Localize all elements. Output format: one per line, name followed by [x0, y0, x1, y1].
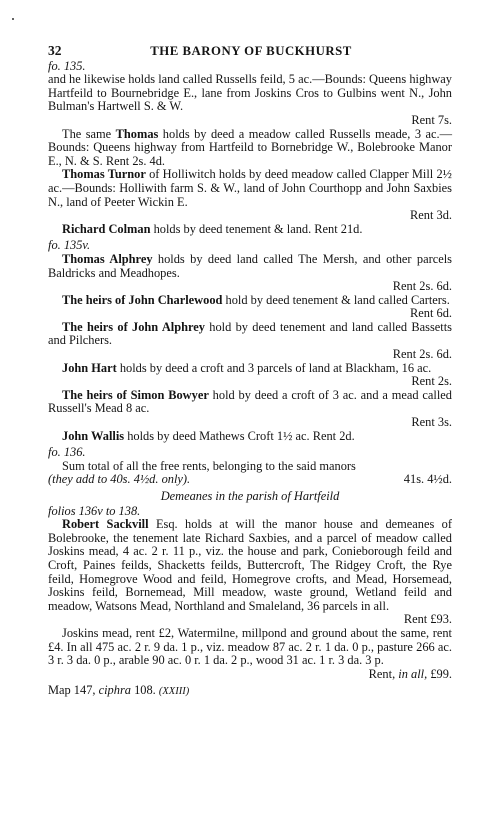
- holder-name: The heirs of John Charlewood: [62, 292, 223, 307]
- holder-name: Richard Colman: [62, 221, 151, 236]
- folio-ref: fo. 136.: [48, 445, 86, 460]
- paragraph: and he likewise holds land called Russells feild, 5 ac.—Bounds: Queens highway Hartfeild to Bournebridge E., lane from Joskins Cros to Gulbins went N., John Bulman's Hartwell S. & W.: [48, 72, 452, 114]
- paragraph: The heirs of John Alphrey hold by deed tenement and land called Bassetts and Pilchers.: [48, 319, 453, 348]
- holder-name: John Wallis: [62, 428, 125, 443]
- rent-line: Rent 2s.: [411, 374, 452, 389]
- paragraph: Richard Colman holds by deed tenement & land. Rent 21d.: [62, 221, 363, 236]
- paragraph: Robert Sackvill Esq. holds at will the manor house and demeanes of Bolebrooke, the tenement late Richard Saxbies, and a parcel of meadow called Joskins mead, 4 ac. 2 r. 11 p., viz. the house and park, Conieborough feild and Croft, Paines feilds, Shacketts feilds, Buttercroft, The Ridgey Croft, the Rye feild, Homegrove Wood and feild, Homegrove crofts, and Mead, Horsemead, Joskins feild, Bornemead, Mill meadow, waste ground, Wetland feild and meadow, Watsons Mead, Northland and Smaleland, 36 parcels in all.: [48, 517, 453, 613]
- holder-name: Thomas: [115, 126, 159, 141]
- holder-name: The heirs of John Alphrey: [62, 319, 205, 334]
- rent-line: Rent £93.: [403, 612, 452, 627]
- page-number: 32: [48, 43, 62, 58]
- rent-line: Rent 3d.: [410, 208, 452, 223]
- paragraph: Thomas Turnor of Holliwitch holds by deed meadow called Clapper Mill 2½ ac.—Bounds: Holliwith farm S. & W., land of John Courthopp and John Saxbies N., land of Peeter Wickin E.: [48, 167, 452, 209]
- paragraph: Thomas Alphrey holds by deed land called The Mersh, and other parcels Baldricks and Meadhopes.: [48, 251, 453, 280]
- total-line: (they add to 40s. 4½d. only). 41s. 4½d.: [48, 472, 452, 487]
- folio-ref: fo. 135v.: [48, 238, 91, 253]
- section-title: Demeanes in the parish of Hartfeild: [160, 489, 340, 503]
- paragraph: Joskins mead, rent £2, Watermilne, millpond and ground about the same, rent £4. In all 475 ac. 2 r. 9 da. 1 p., viz. meadow 87 ac. 2 r. 1 da. 0 p., pasture 266 ac. 3 r. 3 da. 0 p., arable 90 ac. 0 r. 1 da. 2 p., wood 31 ac. 1 r. 3 da. 3 p.: [48, 625, 452, 668]
- map-reference: Map 147, ciphra 108. (XXIII): [48, 683, 190, 698]
- folio-ref: fo. 135.: [48, 58, 86, 73]
- rent-line: Rent 7s.: [411, 112, 452, 127]
- rent-line: Rent, in all, £99.: [368, 666, 452, 681]
- rent-line: Rent 3s.: [411, 415, 452, 430]
- folio-ref: folios 136v to 138.: [48, 503, 141, 518]
- paragraph: The same Thomas holds by deed a meadow called Russells meade, 3 ac.—Bounds: Queens highway from Hartfeild to Bornebridge W., Bolebrooke Manor E., N. & S. Rent 2s. 4d.: [48, 126, 452, 168]
- paragraph: The heirs of John Charlewood hold by deed tenement & land called Carters.: [62, 292, 450, 307]
- paragraph: Sum total of all the free rents, belonging to the said manors: [62, 458, 356, 473]
- paragraph: John Hart holds by deed a croft and 3 parcels of land at Blackham, 16 ac.: [62, 360, 432, 375]
- holder-name: Robert Sackvill: [62, 517, 149, 532]
- holder-name: Thomas Alphrey: [62, 251, 153, 266]
- page-header: [48, 44, 452, 59]
- holder-name: The heirs of Simon Bowyer: [62, 387, 209, 402]
- rent-line: Rent 2s. 6d.: [392, 347, 452, 362]
- running-title: THE BARONY OF BUCKHURST: [150, 44, 352, 58]
- paragraph: John Wallis holds by deed Mathews Croft 1½ ac. Rent 2d.: [62, 428, 355, 443]
- paragraph: The heirs of Simon Bowyer hold by deed a croft of 3 ac. and a mead called Russell's Mead 8 ac.: [48, 387, 452, 416]
- rent-line: Rent 2s. 6d.: [392, 279, 452, 294]
- holder-name: Thomas Turnor: [62, 167, 146, 182]
- rent-line: Rent 6d.: [410, 306, 452, 321]
- holder-name: John Hart: [62, 360, 117, 375]
